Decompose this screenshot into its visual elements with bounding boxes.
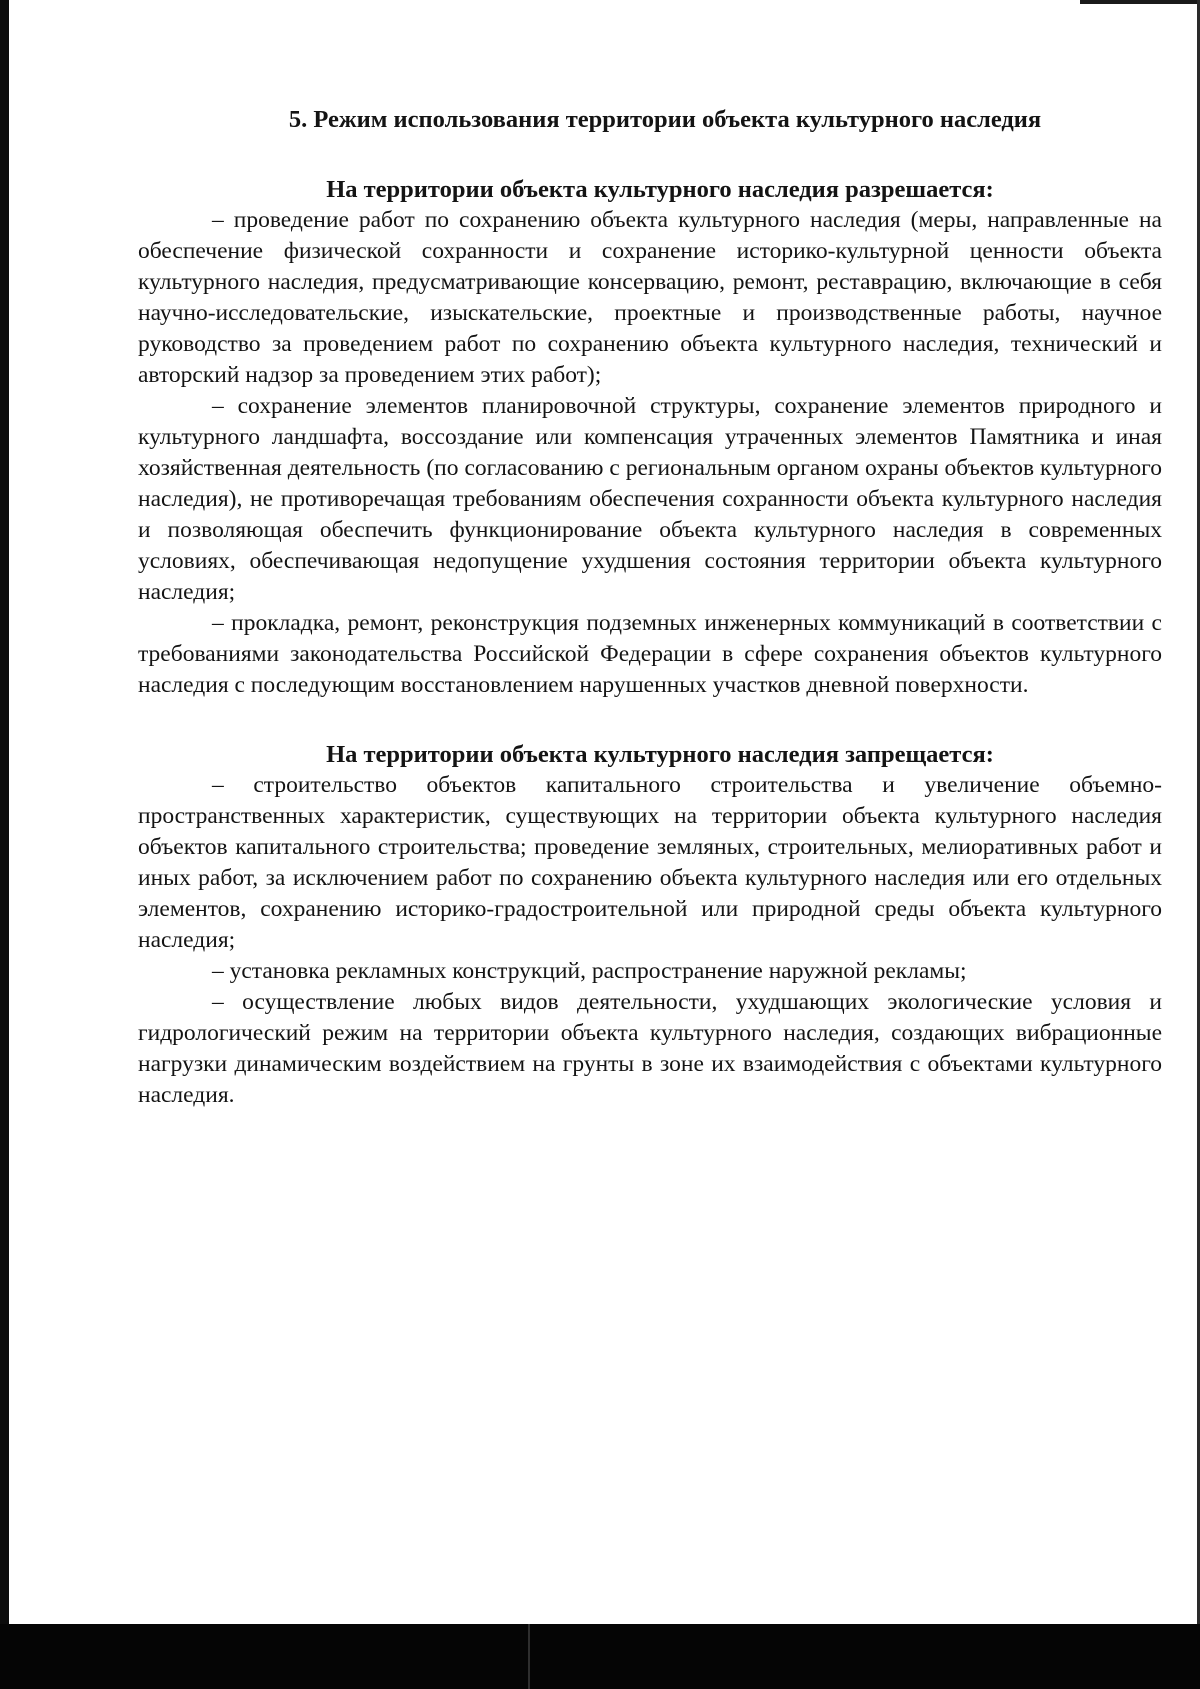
scan-top-edge [1080,0,1200,4]
allowed-item: – проведение работ по сохранению объекта культурного наследия (меры, направленные на обеспечение физической сохранности и сохранение историко-культурной ценности объекта культурного наследия, предусматривающие консервацию, ремонт, реставрацию, включающие в себя научно-исследовательские, изыскательские, проектные и производственные работы, научное руководство за проведением работ по сохранению объекта культурного наследия, технический и авторский надзор за проведением этих работ); [138,207,1162,388]
allowed-item: – сохранение элементов планировочной структуры, сохранение элементов природного и культурного ландшафта, воссоздание или компенсация утраченных элементов Памятника и иная хозяйственная деятельность (по согласованию с региональным органом охраны объектов культурного наследия), не противоречащая требованиям обеспечения сохранности объекта культурного наследия и позволяющая обеспечить функционирование объекта культурного наследия в современных условиях, обеспечивающая недопущение ухудшения состояния территории объекта культурного наследия; [138,393,1162,605]
scan-left-edge [0,0,9,1689]
section-title: 5. Режим использования территории объекта культурного наследия [288,106,1042,133]
prohibited-item: – строительство объектов капитального строительства и увеличение объемно-пространственных характеристик, существующих на территории объекта культурного наследия объектов капитального строительства; проведение земляных, строительных, мелиоративных работ и иных работ, за исключением работ по сохранению объекта культурного наследия или его отдельных элементов, сохранению историко-градостроительной или природной среды объекта культурного наследия; [138,772,1162,953]
prohibited-heading: На территории объекта культурного наследия запрещается: [326,741,994,768]
prohibited-item: – осуществление любых видов деятельности, ухудшающих экологические условия и гидрологический режим на территории объекта культурного наследия, создающих вибрационные нагрузки динамическим воздействием на грунты в зоне их взаимодействия с объектами культурного наследия. [138,989,1162,1108]
allowed-heading: На территории объекта культурного наследия разрешается: [326,176,994,203]
scan-bottom-bar [0,1624,1200,1689]
prohibited-section [138,739,1162,1111]
allowed-item: – прокладка, ремонт, реконструкция подземных инженерных коммуникаций в соответствии с требованиями законодательства Российской Федерации в сфере сохранения объектов культурного наследия с последующим восстановлением нарушенных участков дневной поверхности. [138,610,1162,698]
document-page [138,102,1162,1111]
scan-bottom-seam [528,1624,530,1689]
allowed-section [138,174,1162,701]
prohibited-item: – установка рекламных конструкций, распространение наружной рекламы; [212,958,967,984]
